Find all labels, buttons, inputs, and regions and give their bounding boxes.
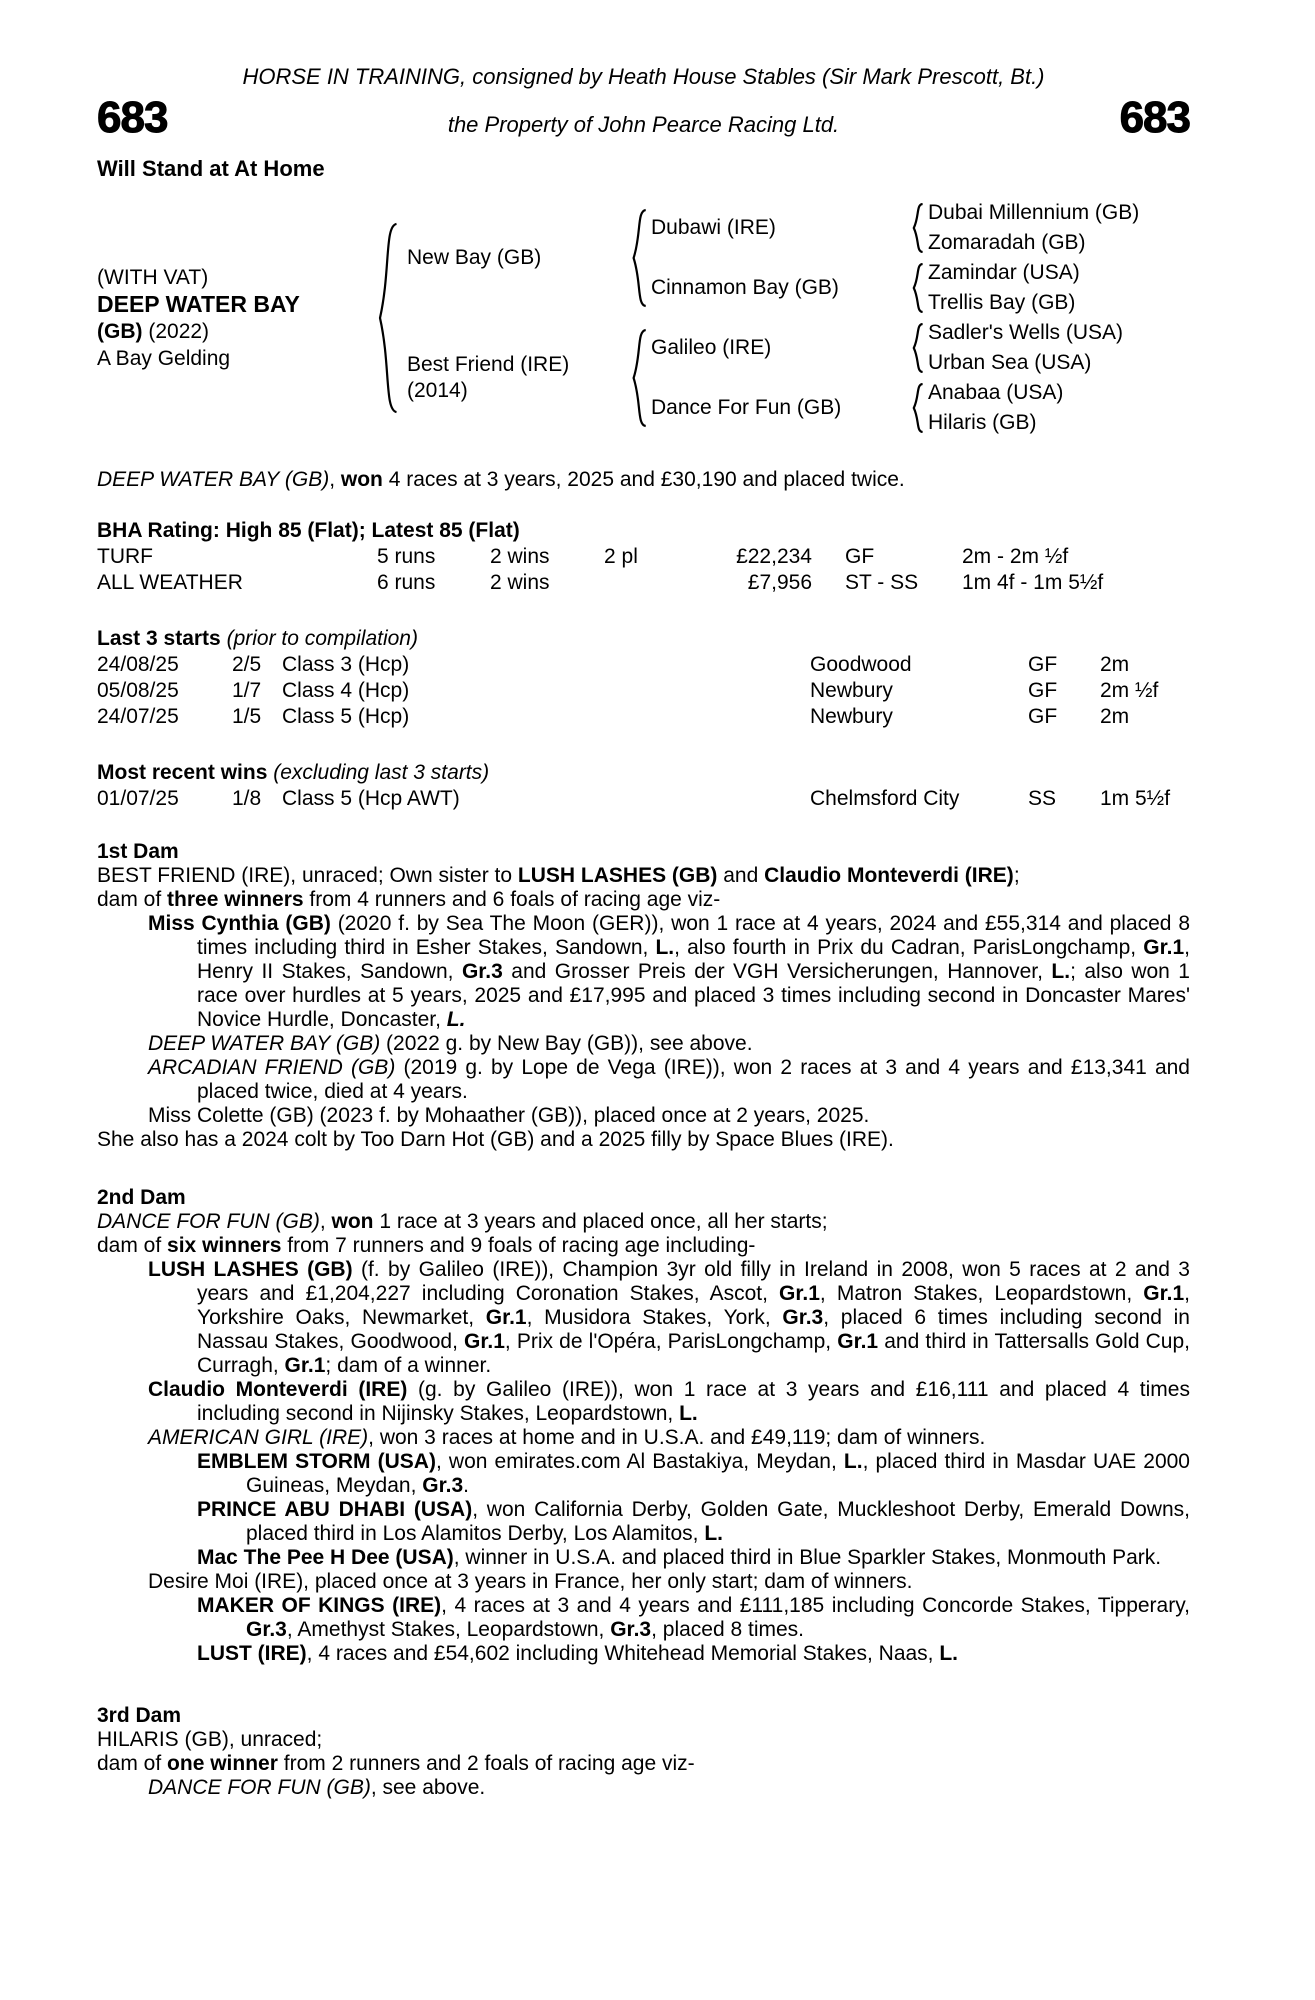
miss-cynthia-entry: Miss Cynthia (GB) (2020 f. by Sea The Moon (GER)), won 1 race at 4 years, 2024 and £55,314 and placed 8 times including third in Esher Stakes, Sandown, L., also fourth in Prix du Cadran, ParisLongchamp, Gr.1, Henry II Stakes, Sandown, Gr.3 and Grosser Preis der VGH Versicherungen, Hannover, L.; also won 1 race over hurdles at 5 years, 2025 and £17,995 and placed 3 times including second in Doncaster Mares' Novice Hurdle, Doncaster, L.	[148, 912, 1190, 1031]
first-dam-heading: 1st Dam	[97, 840, 179, 863]
dam1-also-line: She also has a 2024 colt by Too Darn Hot (GB) and a 2025 filly by Space Blues (IRE).	[97, 1128, 894, 1151]
win-course: Chelmsford City	[810, 787, 960, 810]
recent-wins-heading	[97, 760, 1190, 786]
bha-rating-section	[97, 518, 1190, 596]
pedigree-gen3	[928, 198, 1190, 438]
bha-earnings: £7,956	[747, 571, 812, 594]
lush-lashes-entry: LUSH LASHES (GB) (f. by Galileo (IRE)), Champion 3yr old filly in Ireland in 2008, won 5 races at 2 and 3 years and £1,204,227 including Coronation Stakes, Ascot, Gr.1, Matron Stakes, Leopardstown, Gr.1, Yorkshire Oaks, Newmarket, Gr.1, Musidora Stakes, York, Gr.3, placed 6 times including second in Nassau Stakes, Goodwood, Gr.1, Prix de l'Opéra, ParisLongchamp, Gr.1 and third in Tattersalls Gold Cup, Curragh, Gr.1; dam of a winner.	[148, 1258, 1190, 1377]
last-starts-note: (prior to compilation)	[226, 627, 418, 650]
pedigree-brace-icon	[909, 203, 925, 253]
maker-of-kings-entry: MAKER OF KINGS (IRE), 4 races at 3 and 4 years and £111,185 including Concorde Stakes, Tipperary, Gr.3, Amethyst Stakes, Leopardstown, Gr.3, placed 8 times.	[197, 1594, 1190, 1641]
pedigree-brace-icon	[909, 263, 925, 313]
hilaris-line: HILARIS (GB), unraced;	[97, 1728, 323, 1751]
dam-name: Best Friend (IRE)	[407, 353, 570, 376]
great-grandparent-cell	[928, 348, 1190, 378]
start-course: Goodwood	[810, 653, 912, 676]
win-position: 1/8	[232, 787, 262, 810]
bha-placed	[604, 570, 714, 596]
start-row	[97, 704, 1190, 730]
start-race: Class 4 (Hcp)	[282, 679, 410, 702]
bha-placed: 2 pl	[604, 545, 638, 568]
bha-distance: 2m - 2m ½f	[962, 545, 1069, 568]
win-date: 01/07/25	[97, 787, 179, 810]
stand-location: Will Stand at At Home	[97, 156, 325, 181]
start-row	[97, 652, 1190, 678]
recent-wins-section	[97, 760, 1190, 812]
start-position: 2/5	[232, 653, 262, 676]
second-dam-section	[97, 1186, 1190, 1666]
pedigree-brace-icon	[371, 220, 401, 416]
gen3-brace-column	[906, 198, 928, 438]
win-row	[97, 786, 1190, 812]
race-summary-line: DEEP WATER BAY (GB), won 4 races at 3 years, 2025 and £30,190 and placed twice.	[97, 468, 905, 491]
gen1-brace-column	[364, 198, 407, 438]
grandparent-cell	[651, 198, 906, 258]
pedigree-brace-icon	[627, 208, 649, 308]
lust-entry: LUST (IRE), 4 races and £54,602 including Whitehead Memorial Stakes, Naas, L.	[197, 1642, 959, 1665]
recent-wins-title: Most recent wins	[97, 761, 268, 784]
great-grandparent-name: Anabaa (USA)	[928, 381, 1064, 404]
horse-name: DEEP WATER BAY	[97, 291, 300, 317]
property-line: the Property of John Pearce Racing Ltd.	[447, 112, 840, 137]
great-grandparent-name: Zomaradah (GB)	[928, 231, 1086, 254]
win-distance: 1m 5½f	[1100, 787, 1171, 810]
horse-suffix-year	[97, 318, 364, 345]
start-going: GF	[1028, 679, 1058, 702]
arcadian-friend-entry: ARCADIAN FRIEND (GB) (2019 g. by Lope de Vega (IRE)), won 2 races at 3 and 4 years and £13,341 and placed twice, died at 4 years.	[148, 1056, 1190, 1103]
second-dam-heading: 2nd Dam	[97, 1186, 186, 1209]
best-friend-line: BEST FRIEND (IRE), unraced; Own sister to LUSH LASHES (GB) and Claudio Monteverdi (IRE);	[97, 864, 1020, 887]
start-date: 24/08/25	[97, 653, 179, 676]
deep-water-bay-entry: DEEP WATER BAY (GB) (2022 g. by New Bay (GB)), see above.	[148, 1032, 753, 1055]
grandparent-cell	[651, 318, 906, 378]
consignment-line: HORSE IN TRAINING, consigned by Heath House Stables (Sir Mark Prescott, Bt.)	[242, 64, 1045, 89]
bha-table-row	[97, 570, 1190, 596]
recent-wins-note: (excluding last 3 starts)	[273, 761, 490, 784]
bha-table-row	[97, 544, 1190, 570]
sire-name: New Bay (GB)	[407, 246, 542, 269]
sire-cell	[407, 198, 624, 318]
last-starts-heading	[97, 626, 1190, 652]
dam-cell	[407, 318, 624, 438]
dam2-produce-line: dam of six winners from 7 runners and 9 foals of racing age including-	[97, 1234, 756, 1257]
bha-going: ST - SS	[845, 571, 919, 594]
grandparent-name: Cinnamon Bay (GB)	[651, 276, 839, 299]
great-grandparent-name: Urban Sea (USA)	[928, 351, 1092, 374]
great-grandparent-name: Dubai Millennium (GB)	[928, 201, 1140, 224]
start-race: Class 3 (Hcp)	[282, 653, 410, 676]
pedigree-gen2	[651, 198, 906, 438]
desire-moi-entry: Desire Moi (IRE), placed once at 3 years in France, her only start; dam of winners.	[148, 1570, 913, 1593]
emblem-storm-entry: EMBLEM STORM (USA), won emirates.com Al Bastakiya, Meydan, L., placed third in Masdar UAE 2000 Guineas, Meydan, Gr.3.	[197, 1450, 1190, 1497]
last-starts-title: Last 3 starts	[97, 627, 221, 650]
dance-for-fun-ref: DANCE FOR FUN (GB), see above.	[148, 1776, 486, 1799]
start-date: 05/08/25	[97, 679, 179, 702]
great-grandparent-name: Hilaris (GB)	[928, 411, 1037, 434]
bha-earnings: £22,234	[736, 545, 812, 568]
great-grandparent-cell	[928, 288, 1190, 318]
vat-note: (WITH VAT)	[97, 266, 209, 289]
start-date: 24/07/25	[97, 705, 179, 728]
third-dam-heading: 3rd Dam	[97, 1704, 182, 1727]
grandparent-cell	[651, 258, 906, 318]
bha-distance: 1m 4f - 1m 5½f	[962, 571, 1104, 594]
horse-identity-block	[97, 198, 364, 438]
pedigree-brace-icon	[909, 323, 925, 373]
pedigree-gen1	[407, 198, 624, 438]
american-girl-entry: AMERICAN GIRL (IRE), won 3 races at home and in U.S.A. and £49,119; dam of winners.	[148, 1426, 986, 1449]
start-distance: 2m	[1100, 705, 1130, 728]
bha-wins: 2 wins	[490, 571, 550, 594]
great-grandparent-cell	[928, 378, 1190, 408]
dam1-produce-line: dam of three winners from 4 runners and 6 foals of racing age viz-	[97, 888, 721, 911]
mac-the-pee-h-dee-entry: Mac The Pee H Dee (USA), winner in U.S.A. and placed third in Blue Sparkler Stakes, Monmouth Park.	[197, 1546, 1162, 1569]
claudio-monteverdi-entry: Claudio Monteverdi (IRE) (g. by Galileo (IRE)), won 1 race at 3 years and £16,111 and placed 4 times including second in Nijinsky Stakes, Leopardstown, L.	[148, 1378, 1190, 1425]
start-going: GF	[1028, 705, 1058, 728]
first-dam-section	[97, 840, 1190, 1152]
start-race: Class 5 (Hcp)	[282, 705, 410, 728]
last-starts-section	[97, 626, 1190, 730]
start-row	[97, 678, 1190, 704]
bha-going: GF	[845, 545, 875, 568]
third-dam-section	[97, 1704, 1190, 1800]
great-grandparent-cell	[928, 228, 1190, 258]
bha-runs: 5 runs	[377, 545, 436, 568]
bha-wins: 2 wins	[490, 545, 550, 568]
grandparent-name: Galileo (IRE)	[651, 336, 772, 359]
pedigree-brace-icon	[627, 328, 649, 428]
great-grandparent-cell	[928, 198, 1190, 228]
miss-colette-entry: Miss Colette (GB) (2023 f. by Mohaather (GB)), placed once at 2 years, 2025.	[148, 1104, 870, 1127]
great-grandparent-cell	[928, 408, 1190, 438]
start-course: Newbury	[810, 705, 893, 728]
horse-description: A Bay Gelding	[97, 347, 231, 370]
dance-for-fun-line: DANCE FOR FUN (GB), won 1 race at 3 years and placed once, all her starts;	[97, 1210, 828, 1233]
lot-number-right: 683	[1119, 93, 1190, 142]
bha-surface: TURF	[97, 545, 153, 568]
start-course: Newbury	[810, 679, 893, 702]
dam3-produce-line: dam of one winner from 2 runners and 2 foals of racing age viz-	[97, 1752, 695, 1775]
start-distance: 2m	[1100, 653, 1130, 676]
great-grandparent-cell	[928, 318, 1190, 348]
great-grandparent-cell	[928, 258, 1190, 288]
horse-year: (2022)	[148, 320, 210, 343]
lot-number-left: 683	[97, 93, 168, 142]
start-distance: 2m ½f	[1100, 679, 1159, 702]
pedigree-brace-icon	[909, 383, 925, 433]
start-going: GF	[1028, 653, 1058, 676]
start-position: 1/7	[232, 679, 262, 702]
prince-abu-dhabi-entry: PRINCE ABU DHABI (USA), won California Derby, Golden Gate, Muckleshoot Derby, Emerald Downs, placed third in Los Alamitos Derby, Los Alamitos, L.	[197, 1498, 1190, 1545]
horse-suffix: (GB)	[97, 320, 143, 343]
win-going: SS	[1028, 787, 1057, 810]
bha-runs: 6 runs	[377, 571, 436, 594]
bha-surface: ALL WEATHER	[97, 571, 243, 594]
bha-rating-heading: BHA Rating: High 85 (Flat); Latest 85 (Flat)	[97, 519, 520, 542]
gen2-brace-column	[624, 198, 651, 438]
pedigree-table	[97, 198, 1190, 438]
great-grandparent-name: Zamindar (USA)	[928, 261, 1080, 284]
great-grandparent-name: Trellis Bay (GB)	[928, 291, 1076, 314]
great-grandparent-name: Sadler's Wells (USA)	[928, 321, 1123, 344]
grandparent-name: Dubawi (IRE)	[651, 216, 776, 239]
grandparent-name: Dance For Fun (GB)	[651, 396, 842, 419]
start-position: 1/5	[232, 705, 262, 728]
dam-year: (2014)	[407, 379, 468, 402]
lot-row	[97, 94, 1190, 142]
win-race: Class 5 (Hcp AWT)	[282, 787, 460, 810]
grandparent-cell	[651, 378, 906, 438]
